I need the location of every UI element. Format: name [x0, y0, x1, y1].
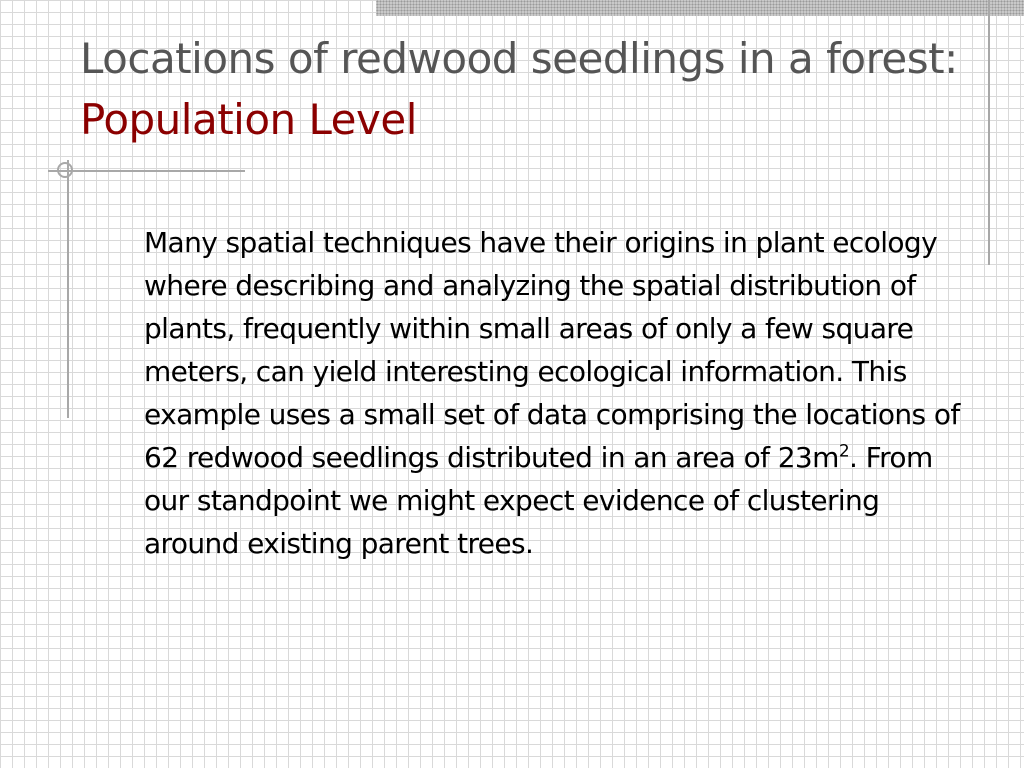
slide-title-main: Locations of redwood seedlings in a forest:	[80, 34, 958, 83]
body-text-superscript: 2	[838, 441, 850, 462]
decorative-title-underline	[48, 170, 245, 172]
slide-title	[80, 28, 980, 150]
slide-title-accent: Population Level	[80, 95, 417, 144]
decorative-right-rule	[988, 0, 990, 265]
decorative-circle-icon	[57, 162, 73, 178]
body-text-tail: . From our standpoint we might expect evidence of clustering around existing parent trees.	[144, 441, 933, 560]
slide-body-text	[144, 221, 964, 565]
decorative-top-band	[376, 0, 1024, 16]
decorative-left-rule	[67, 160, 69, 418]
body-text-main: Many spatial techniques have their origins in plant ecology where describing and analyzing the spatial distribution of plants, frequently within small areas of only a few square meters, can yield interesting ecological information. This example uses a small set of data comprising the locations of 62 redwood seedlings distributed in an area of 23m	[144, 226, 960, 474]
